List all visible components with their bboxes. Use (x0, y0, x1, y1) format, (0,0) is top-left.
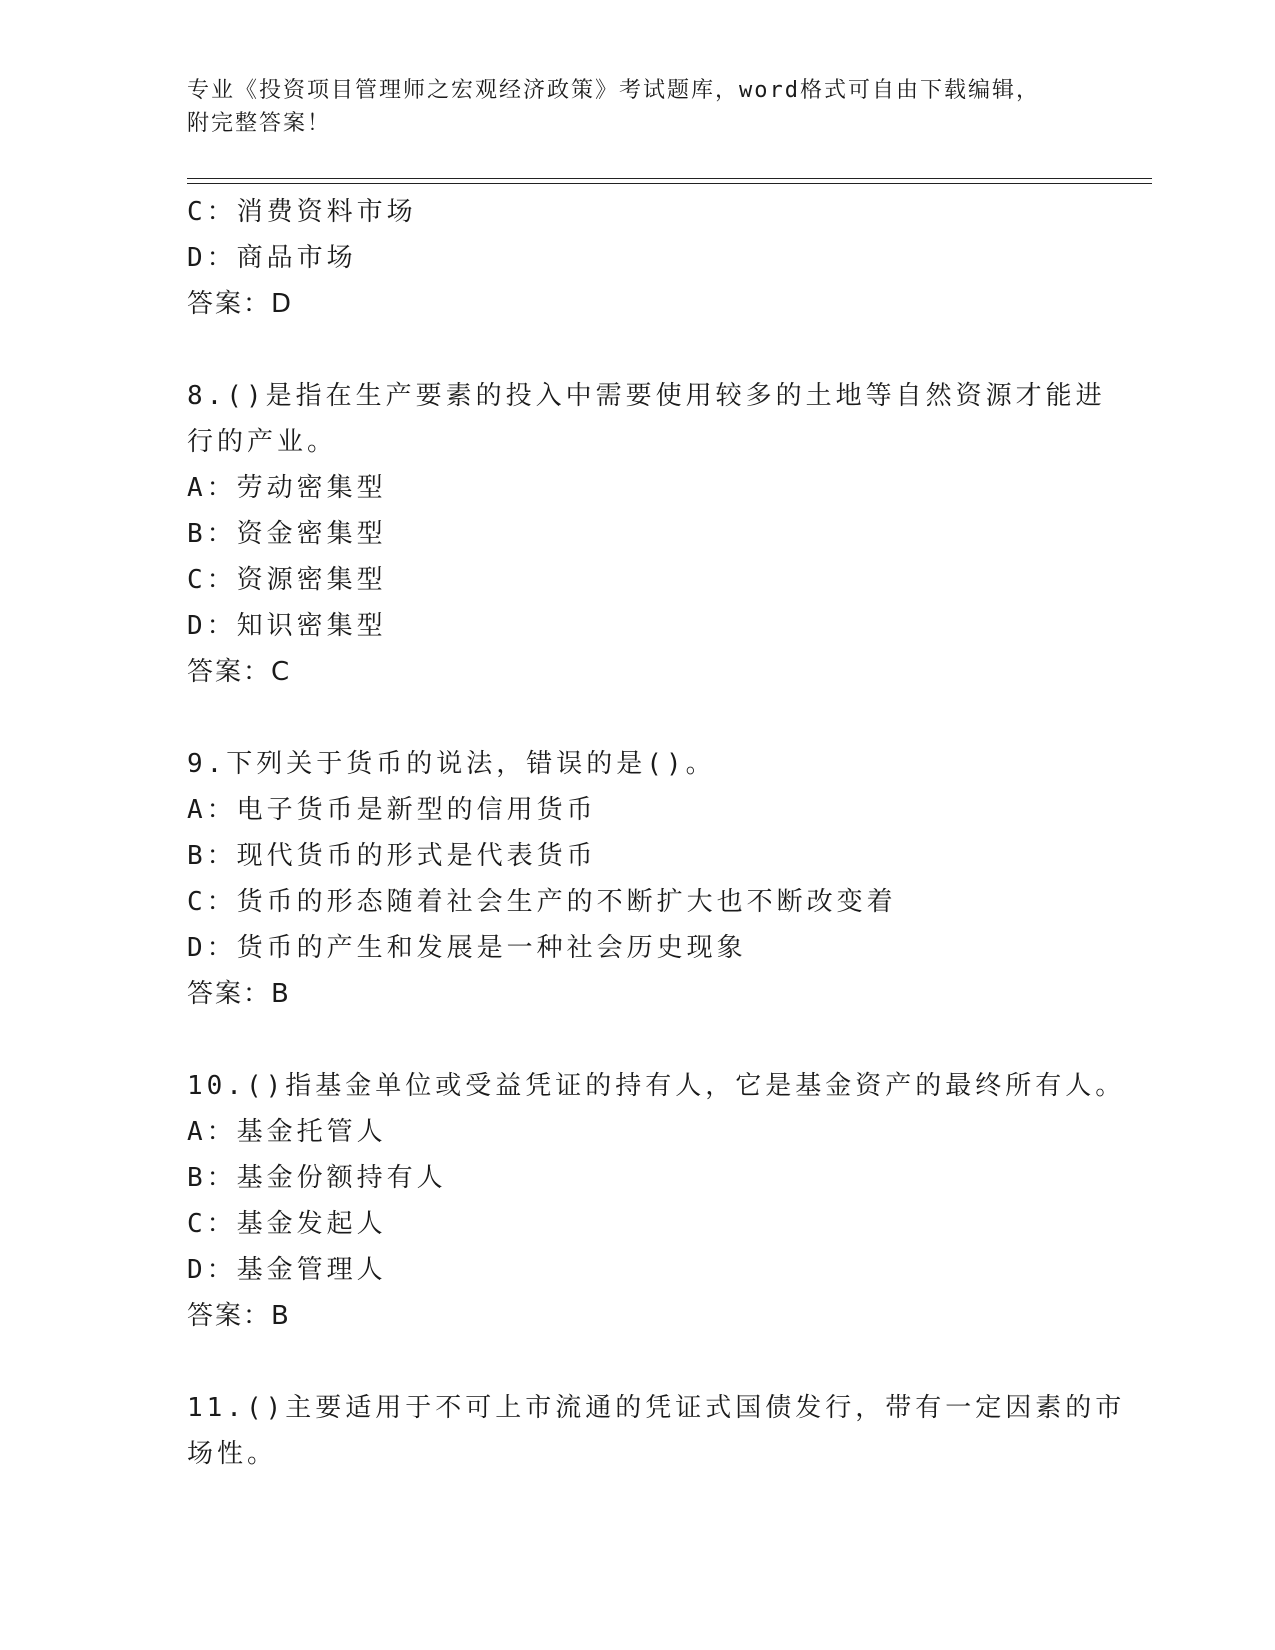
option-b: B：基金份额持有人 (187, 1163, 447, 1193)
document-header (187, 74, 1147, 140)
option-d: D：基金管理人 (187, 1255, 387, 1285)
option-c: C：货币的形态随着社会生产的不断扩大也不断改变着 (187, 887, 897, 917)
option-d: D：货币的产生和发展是一种社会历史现象 (187, 933, 747, 963)
question-stem-line-2: 场性。 (187, 1439, 278, 1469)
answer: 答案：C (187, 657, 292, 687)
spacer (187, 695, 1067, 741)
option-a: A：基金托管人 (187, 1117, 387, 1147)
header-line-1: 专业《投资项目管理师之宏观经济政策》考试题库，word格式可自由下载编辑， (187, 78, 1040, 103)
option-d: D：知识密集型 (187, 611, 387, 641)
question-stem-line-1: 8.()是指在生产要素的投入中需要使用较多的土地等自然资源才能进 (187, 381, 1106, 411)
answer: 答案：B (187, 979, 291, 1009)
header-line-2: 附完整答案！ (187, 111, 332, 136)
option-b: B：现代货币的形式是代表货币 (187, 841, 597, 871)
question-8 (187, 373, 1106, 695)
question-stem-line-2: 行的产业。 (187, 427, 338, 457)
question-7 (187, 189, 1067, 327)
question-10 (187, 1063, 1126, 1339)
option-b: B：资金密集型 (187, 519, 387, 549)
option-c: C：消费资料市场 (187, 197, 417, 227)
header-divider-bottom (187, 183, 1152, 184)
spacer (187, 1017, 1067, 1063)
answer: 答案：D (187, 289, 294, 319)
question-9 (187, 741, 1067, 1017)
option-c: C：基金发起人 (187, 1209, 387, 1239)
option-a: A：电子货币是新型的信用货币 (187, 795, 597, 825)
spacer (187, 327, 1067, 373)
header-divider-top (187, 178, 1152, 179)
answer: 答案：B (187, 1301, 291, 1331)
option-a: A：劳动密集型 (187, 473, 387, 503)
question-stem-line-1: 9.下列关于货币的说法，错误的是()。 (187, 749, 716, 779)
question-stem-line-1: 10.()指基金单位或受益凭证的持有人，它是基金资产的最终所有人。 (187, 1071, 1126, 1101)
question-list (187, 189, 1126, 1477)
question-stem-line-1: 11.()主要适用于不可上市流通的凭证式国债发行，带有一定因素的市 (187, 1393, 1126, 1423)
option-c: C：资源密集型 (187, 565, 387, 595)
option-d: D：商品市场 (187, 243, 357, 273)
question-11 (187, 1385, 1126, 1477)
spacer (187, 1339, 1067, 1385)
